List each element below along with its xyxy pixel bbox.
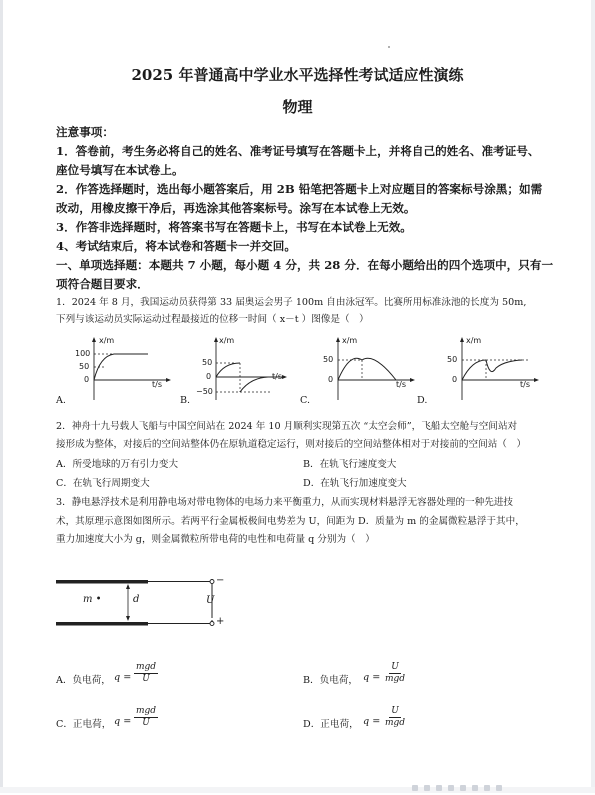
q1-graph-a-tick: 100 [75,349,91,358]
q3-capacitor-diagram [56,574,236,650]
fraction-numerator: U [391,706,399,716]
q1-graph-c-tick: 0 [328,375,334,384]
q3-plus-terminal: + [216,616,225,627]
q1-graph-d-t-label: t/s [520,380,530,389]
q3-option-b-q: q = [363,672,381,683]
q3-voltage-label: U [206,595,215,606]
q1-graph-d [424,334,544,410]
q1-option-a: A. [56,395,66,406]
notice-item: 座位号填写在本试卷上。 [56,163,184,177]
fraction-numerator: U [391,662,399,672]
q3-option-b-fraction [383,662,407,685]
exam-title: 2025 年普通高中学业水平选择性考试适应性演练 [131,66,464,84]
q3-option-c-label: C．正电荷， [56,719,112,730]
q1-graph-a-tick: 0 [84,375,90,384]
q1-graph-d-tick: 50 [447,355,458,364]
q1-graph-b-tick: −50 [196,387,213,396]
fraction-denominator: U [142,674,150,684]
q2-stem: 2．神舟十九号载人飞船与中国空间站在 2024 年 10 月顺利实现第五次 “太空会师”，飞船太空舱与空间站对 [56,421,518,432]
q1-stem-cont: 下列与该运动员实际运动过程最接近的位移一时间（ x－t ）图像是（ ） [56,314,369,325]
q3-option-c-q: q = [114,716,132,727]
q3-option-d-label: D．正电荷， [303,719,359,730]
section-heading: 一、单项选择题：本题共 7 小题，每小题 4 分，共 28 分．在每小题给出的四个选项中，只有一 [56,258,554,272]
q1-graph-b-y-label: x/m [219,336,235,345]
section-heading-cont: 项符合题目要求． [56,277,149,291]
exam-subject: 物理 [282,98,313,116]
q3-minus-terminal: − [216,575,225,586]
q1-graph-c-t-label: t/s [396,380,406,389]
q3-stem-cont: 重力加速度大小为 g，则金属微粒所带电荷的电性和电荷量 q 分别为（ ） [56,534,375,545]
q1-graph-a-tick: 50 [79,362,90,371]
q1-graph-d-y-label: x/m [466,336,482,345]
q2-option-a: A．所受地球的万有引力变大 [56,459,179,470]
q3-option-b-label: B．负电荷， [303,675,359,686]
q3-option-d-q: q = [363,716,381,727]
page-edge-right [591,0,595,793]
fraction-numerator: mgd [136,662,157,672]
q1-graph-a [56,334,176,410]
q1-graph-b-t-label: t/s [272,372,282,381]
watermark-logo [412,776,592,788]
q2-option-c: C．在轨飞行周期变大 [56,478,150,489]
fraction-denominator: U [142,718,150,728]
q1-stem: 1．2024 年 8 月，我国运动员获得第 33 届奥运会男子 100m 自由泳冠军。比赛所用标准泳池的长度为 50m, [56,297,527,308]
notice-item: 改动，用橡皮擦干净后，再选涂其他答案标号。涂写在本试卷上无效。 [56,201,416,215]
q3-option-a-fraction [134,662,158,685]
notice-heading: 注意事项： [56,125,114,139]
q1-option-d: D. [417,395,428,406]
q1-graph-c-tick: 50 [323,355,334,364]
q1-graph-b-tick: 50 [202,358,213,367]
q3-stem-cont: 术，其原理示意图如图所示。若两平行金属板极间电势差为 U，间距为 D．质量为 m 的金属微粒悬浮于其中， [56,516,525,527]
scan-speck [388,46,390,48]
q1-option-c: C. [300,395,311,406]
q1-graph-a-y-label: x/m [99,336,115,345]
q3-option-a-label: A．负电荷， [56,675,111,686]
notice-item: 4、考试结束后，将本试卷和答题卡一并交回。 [56,239,296,253]
q1-graph-a-t-label: t/s [152,380,162,389]
q1-option-b: B. [180,395,191,406]
q2-stem-cont: 接形成为整体，对接后的空间站整体仍在原轨道稳定运行，则对接后的空间站整体相对于对接前的空间站（ ） [56,439,527,450]
q1-graph-c [300,334,420,410]
q2-option-b: B．在轨飞行速度变大 [303,459,397,470]
q1-graph-b-tick: 0 [206,372,212,381]
q3-option-c-fraction [134,706,158,729]
q3-option-a-q: q = [114,672,132,683]
notice-item: 2．作答选择题时，选出每小题答案后，用 2B 铅笔把答题卡上对应题目的答案标号涂黑；如需 [56,182,543,196]
notice-item: 3．作答非选择题时，将答案书写在答题卡上，书写在本试卷上无效。 [56,220,412,234]
q1-graph-d-tick: 0 [452,375,458,384]
q3-stem: 3．静电悬浮技术是利用静电场对带电物体的电场力来平衡重力，从而实现材料悬浮无容器处理的一种先进技 [56,497,514,508]
fraction-denominator: mgd [385,674,406,684]
q3-gap-label: d [133,594,140,605]
fraction-numerator: mgd [136,706,157,716]
q1-graph-c-y-label: x/m [342,336,358,345]
page-edge-left [0,0,3,793]
q3-option-d-fraction [383,706,407,729]
q2-option-d: D．在轨飞行加速度变大 [303,478,407,489]
notice-item: 1．答卷前，考生务必将自己的姓名、准考证号填写在答题卡上，并将自己的姓名、准考证号、 [56,144,540,158]
q3-particle-label: m • [83,594,102,605]
fraction-denominator: mgd [385,718,406,728]
